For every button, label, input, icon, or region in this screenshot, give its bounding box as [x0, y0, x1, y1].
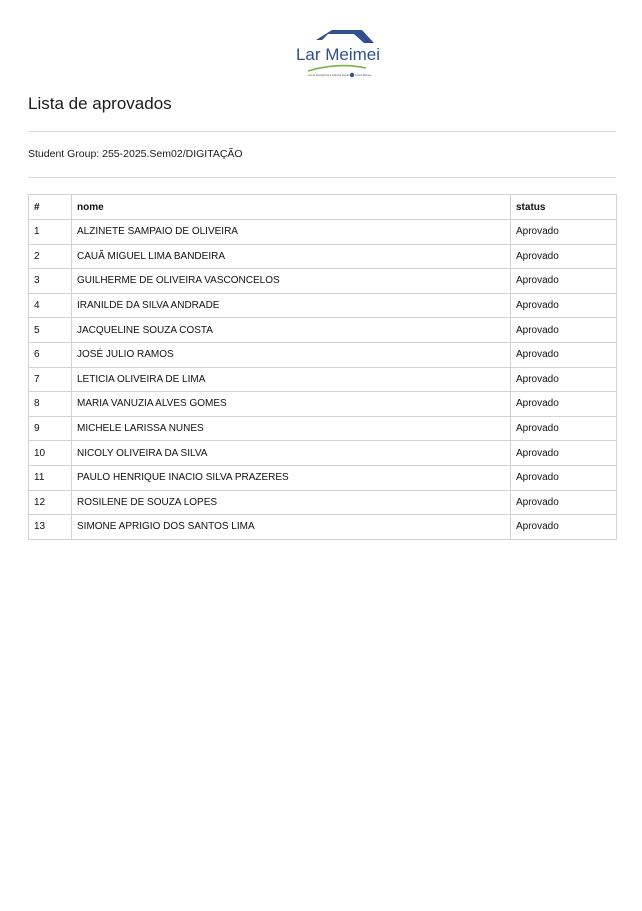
logo-tagline: Grupo Meimei — [355, 74, 372, 77]
row-number: 10 — [29, 441, 72, 466]
row-name: NICOLY OLIVEIRA DA SILVA — [72, 441, 511, 466]
row-status: Aprovado — [511, 490, 617, 515]
row-name: MARIA VANUZIA ALVES GOMES — [72, 392, 511, 417]
table-row — [29, 392, 617, 417]
header-nome: nome — [72, 195, 511, 220]
row-number: 7 — [29, 367, 72, 392]
divider-top — [28, 131, 616, 132]
row-status: Aprovado — [511, 244, 617, 269]
header-status: status — [511, 195, 617, 220]
row-number: 6 — [29, 342, 72, 367]
row-status: Aprovado — [511, 465, 617, 490]
table-row — [29, 293, 617, 318]
logo-small-emblem-icon — [350, 73, 354, 77]
row-status: Aprovado — [511, 269, 617, 294]
table-row — [29, 367, 617, 392]
logo-subtitle: Lar de Assistência à Infância Social — [308, 74, 349, 77]
row-number: 8 — [29, 392, 72, 417]
row-status: Aprovado — [511, 220, 617, 245]
logo-swoosh-icon — [308, 66, 366, 71]
page-title: Lista de aprovados — [28, 94, 172, 113]
row-status: Aprovado — [511, 318, 617, 343]
row-name: CAUÃ MIGUEL LIMA BANDEIRA — [72, 244, 511, 269]
table-row — [29, 490, 617, 515]
row-name: PAULO HENRIQUE INACIO SILVA PRAZERES — [72, 465, 511, 490]
row-number: 3 — [29, 269, 72, 294]
row-status: Aprovado — [511, 367, 617, 392]
row-number: 4 — [29, 293, 72, 318]
table-header-row — [29, 195, 617, 220]
lar-meimei-logo — [278, 28, 398, 80]
row-name: IRANILDE DA SILVA ANDRADE — [72, 293, 511, 318]
row-number: 2 — [29, 244, 72, 269]
row-name: MICHELE LARISSA NUNES — [72, 416, 511, 441]
table-row — [29, 269, 617, 294]
row-number: 1 — [29, 220, 72, 245]
table-row — [29, 342, 617, 367]
row-status: Aprovado — [511, 441, 617, 466]
row-status: Aprovado — [511, 515, 617, 540]
student-group-label: Student Group: 255-2025.Sem02/DIGITAÇÃO — [28, 148, 243, 160]
row-number: 12 — [29, 490, 72, 515]
row-name: ROSILENE DE SOUZA LOPES — [72, 490, 511, 515]
table-row — [29, 465, 617, 490]
row-name: SIMONE APRIGIO DOS SANTOS LIMA — [72, 515, 511, 540]
row-number: 13 — [29, 515, 72, 540]
logo-name: Lar Meimei — [295, 45, 381, 64]
row-number: 11 — [29, 465, 72, 490]
table-row — [29, 441, 617, 466]
row-status: Aprovado — [511, 416, 617, 441]
row-name: JACQUELINE SOUZA COSTA — [72, 318, 511, 343]
divider-bottom — [28, 177, 616, 178]
row-name: JOSÉ JULIO RAMOS — [72, 342, 511, 367]
approved-list-table — [28, 194, 617, 540]
table-row — [29, 318, 617, 343]
row-name: LETICIA OLIVEIRA DE LIMA — [72, 367, 511, 392]
row-name: ALZINETE SAMPAIO DE OLIVEIRA — [72, 220, 511, 245]
row-status: Aprovado — [511, 342, 617, 367]
table-row — [29, 220, 617, 245]
header-number: # — [29, 195, 72, 220]
row-status: Aprovado — [511, 293, 617, 318]
logo-graphic — [278, 28, 398, 80]
row-name: GUILHERME DE OLIVEIRA VASCONCELOS — [72, 269, 511, 294]
row-number: 9 — [29, 416, 72, 441]
table-row — [29, 244, 617, 269]
table-row — [29, 515, 617, 540]
table-row — [29, 416, 617, 441]
row-number: 5 — [29, 318, 72, 343]
row-status: Aprovado — [511, 392, 617, 417]
